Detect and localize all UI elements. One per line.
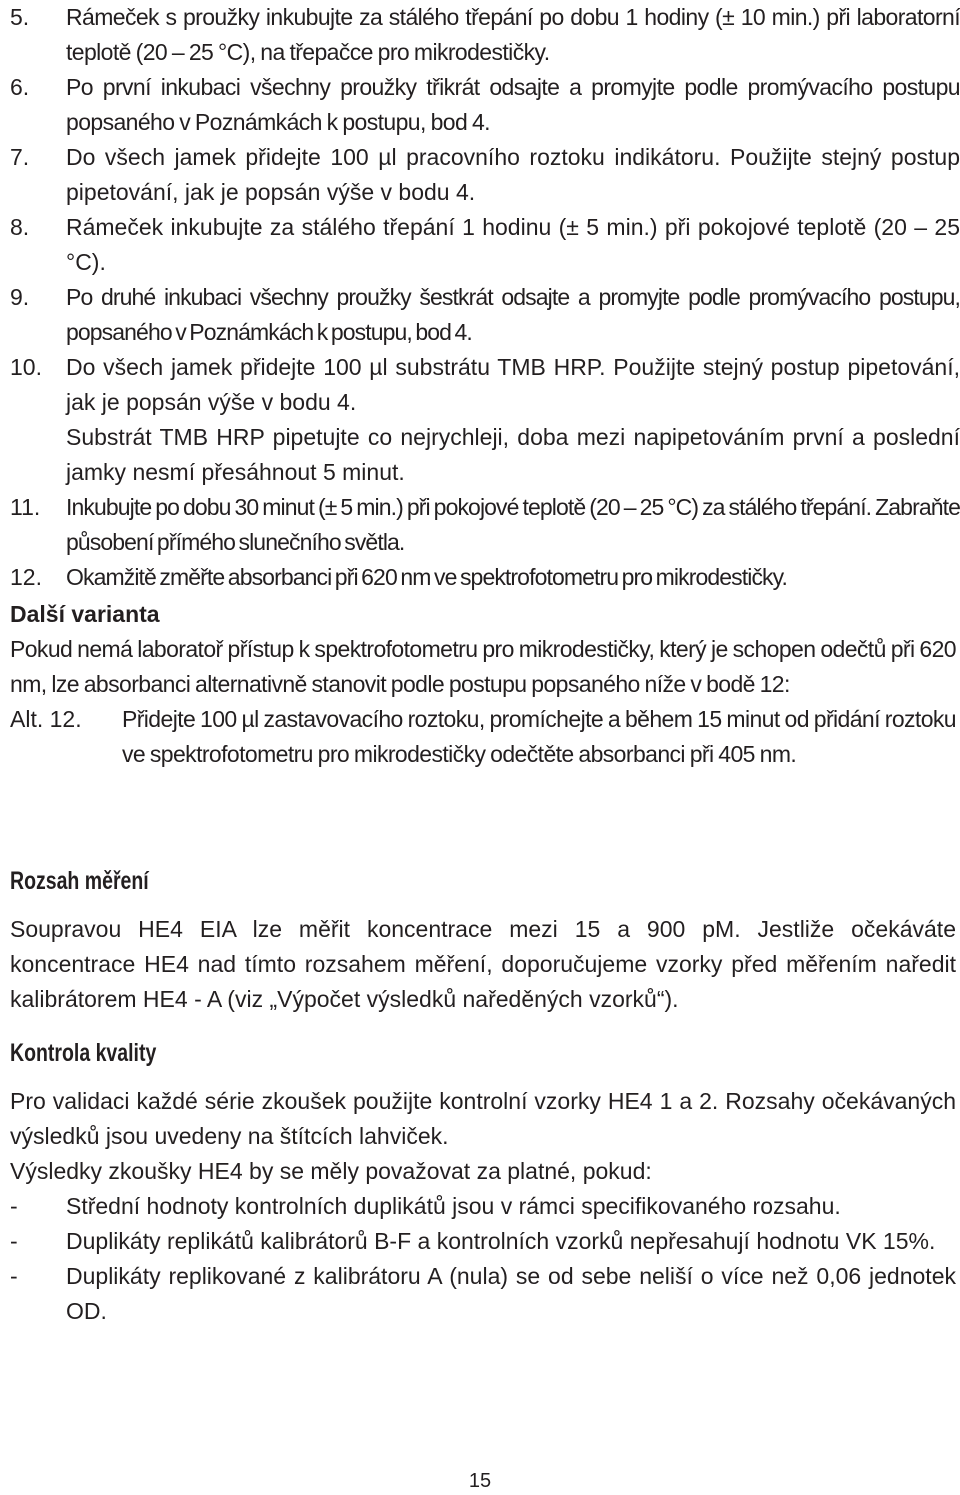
step-number: 12. bbox=[10, 564, 42, 590]
alternative-intro: Pokud nemá laboratoř přístup k spektrofotometru pro mikrodestičky, který je schopen odečtů při 620 nm, lze absorbanci alternativně stanovit podle postupu popsaného níže v bodě 12: bbox=[10, 636, 956, 697]
step-text: Po druhé inkubaci všechny proužky šestkrát odsajte a promyjte podle promývacího postupu, popsaného v Poznámkách k postupu, bod 4. bbox=[66, 284, 960, 345]
procedure-steps bbox=[0, 0, 960, 595]
step-text: Okamžitě změřte absorbanci při 620 nm ve spektrofotometru pro mikrodestičky. bbox=[66, 564, 788, 590]
range-section bbox=[10, 864, 956, 899]
list-item bbox=[0, 0, 960, 70]
step-text: Inkubujte po dobu 30 minut (± 5 min.) při pokojové teplotě (20 – 25 °C) za stálého třepání. Zabraňte působení přímého slunečního světla. bbox=[66, 494, 960, 555]
range-heading: Rozsah měření bbox=[10, 867, 149, 895]
page-number: 15 bbox=[468, 1470, 492, 1492]
list-item bbox=[0, 210, 960, 280]
range-text: Soupravou HE4 EIA lze měřit koncentrace mezi 15 a 900 pM. Jestliže očekáváte koncentrace HE4 nad tímto rozsahem měření, doporučujeme vzorky před měřením naředit kalibrátorem HE4 - A (viz „Výpočet výsledků naředěných vzorků“). bbox=[10, 916, 956, 1012]
alternative-section bbox=[10, 597, 956, 772]
quality-body bbox=[10, 1084, 956, 1329]
quality-criteria-intro: Výsledky zkoušky HE4 by se měly považovat za platné, pokud: bbox=[10, 1158, 652, 1184]
quality-text: Pro validaci každé série zkoušek použijte kontrolní vzorky HE4 1 a 2. Rozsahy očekávaných výsledků jsou uvedeny na štítcích lahviček. bbox=[10, 1088, 956, 1149]
step-text-note: Substrát TMB HRP pipetujte co nejrychleji, doba mezi napipetováním první a poslední jamky nesmí přesáhnout 5 minut. bbox=[66, 424, 960, 485]
step-number: 8. bbox=[10, 214, 30, 240]
step-number: 6. bbox=[10, 74, 30, 100]
list-item bbox=[0, 140, 960, 210]
bullet-text: Duplikáty replikátů kalibrátorů B-F a kontrolních vzorků nepřesahují hodnotu VK 15%. bbox=[66, 1228, 936, 1254]
list-item bbox=[0, 560, 960, 595]
alternative-step-text: Přidejte 100 µl zastavovacího roztoku, promíchejte a během 15 minut od přidání roztoku ve spektrofotometru pro mikrodestičky odečtěte absorbanci při 405 nm. bbox=[122, 706, 956, 767]
list-item bbox=[0, 70, 960, 140]
list-item bbox=[0, 280, 960, 350]
list-item bbox=[0, 350, 960, 490]
alternative-step bbox=[10, 702, 956, 772]
step-text: Do všech jamek přidejte 100 µl pracovního roztoku indikátoru. Použijte stejný postup pipetování, jak je popsán výše v bodu 4. bbox=[66, 144, 960, 205]
bullet-dash: - bbox=[10, 1263, 18, 1289]
quality-section bbox=[10, 1036, 956, 1071]
step-number: 11. bbox=[10, 494, 41, 520]
bullet-dash: - bbox=[10, 1228, 18, 1254]
list-item bbox=[10, 1224, 956, 1259]
alternative-heading: Další varianta bbox=[10, 601, 160, 627]
alternative-step-label: Alt. 12. bbox=[10, 706, 82, 732]
step-number: 5. bbox=[10, 4, 30, 30]
step-text: Do všech jamek přidejte 100 µl substrátu TMB HRP. Použijte stejný postup pipetování, jak je popsán výše v bodu 4. bbox=[66, 354, 960, 415]
quality-heading: Kontrola kvality bbox=[10, 1039, 157, 1067]
step-text: Rámeček inkubujte za stálého třepání 1 hodinu (± 5 min.) při pokojové teplotě (20 – 25 °C). bbox=[66, 214, 960, 275]
step-text: Po první inkubaci všechny proužky třikrát odsajte a promyjte podle promývacího postupu popsaného v Poznámkách k postupu, bod 4. bbox=[66, 74, 960, 135]
range-body bbox=[10, 912, 956, 1017]
list-item bbox=[0, 490, 960, 560]
bullet-dash: - bbox=[10, 1193, 18, 1219]
bullet-text: Duplikáty replikované z kalibrátoru A (nula) se od sebe neliší o více než 0,06 jednotek OD. bbox=[66, 1263, 956, 1324]
step-number: 9. bbox=[10, 284, 30, 310]
list-item bbox=[10, 1259, 956, 1329]
step-number: 7. bbox=[10, 144, 30, 170]
step-text: Rámeček s proužky inkubujte za stálého třepání po dobu 1 hodiny (± 10 min.) při laboratorní teplotě (20 – 25 °C), na třepačce pro mikrodestičky. bbox=[66, 4, 960, 65]
list-item bbox=[10, 1189, 956, 1224]
bullet-text: Střední hodnoty kontrolních duplikátů jsou v rámci specifikovaného rozsahu. bbox=[66, 1193, 841, 1219]
step-number: 10. bbox=[10, 354, 42, 380]
